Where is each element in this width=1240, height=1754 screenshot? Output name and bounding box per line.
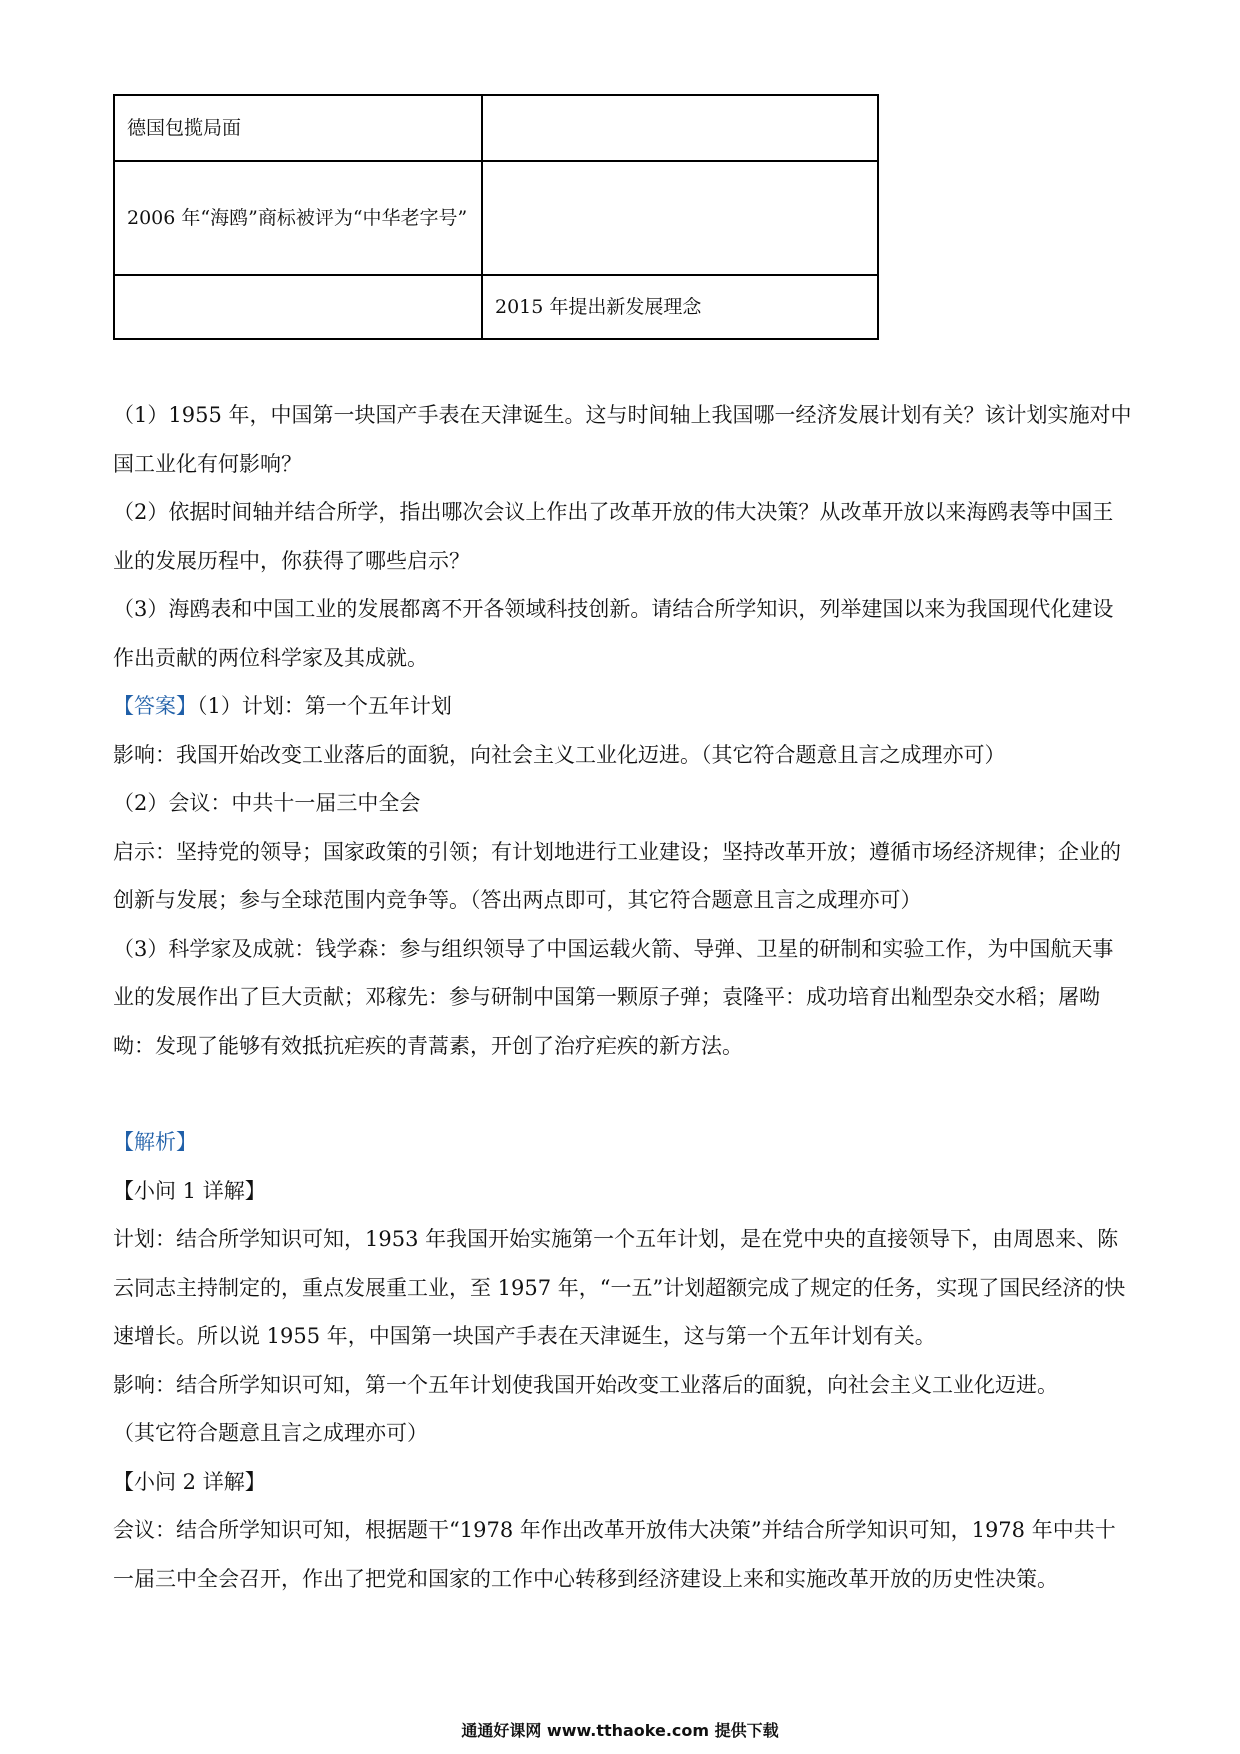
spacer (113, 1070, 1133, 1118)
table-row (114, 161, 878, 275)
analysis-1-note: （其它符合题意且言之成理亦可） (113, 1421, 428, 1445)
table-cell (114, 275, 482, 339)
analysis-2-meeting: 会议：结合所学知识可知，根据题干“1978 年作出改革开放伟大决策”并结合所学知识可知，1978 年中共十一届三中全会召开，作出了把党和国家的工作中心转移到经济建设上来和实施改革开放的历史性决策。 (113, 1518, 1116, 1591)
question-2: （2）依据时间轴并结合所学，指出哪次会议上作出了改革开放的伟大决策？从改革开放以来海鸥表等中国王业的发展历程中，你获得了哪些启示？ (113, 500, 1114, 573)
table-cell (482, 95, 878, 161)
analysis-1-plan: 计划：结合所学知识可知，1953 年我国开始实施第一个五年计划，是在党中央的直接领导下，由周恩来、陈云同志主持制定的，重点发展重工业，至 1957 年，“一五”计划超额完成了规定的任务，实现了国民经济的快速增长。所以说 1955 年，中国第一块国产手表在天津诞生，这与第一个五年计划有关。 (113, 1227, 1126, 1348)
table-row (114, 275, 878, 339)
question-content (113, 391, 1133, 1603)
question-3: （3）海鸥表和中国工业的发展都离不开各领域科技创新。请结合所学知识，列举建国以来为我国现代化建设作出贡献的两位科学家及其成就。 (113, 597, 1114, 670)
answer-3: （3）科学家及成就：钱学森：参与组织领导了中国运载火箭、导弹、卫星的研制和实验工作，为中国航天事业的发展作出了巨大贡献；邓稼先：参与研制中国第一颗原子弹；袁隆平：成功培育出籼型杂交水稻；屠呦呦：发现了能够有效抵抗疟疾的青蒿素，开创了治疗疟疾的新方法。 (113, 936, 1114, 1058)
answer-2-insight: 启示：坚持党的领导；国家政策的引领；有计划地进行工业建设；坚持改革开放；遵循市场经济规律；企业的创新与发展；参与全球范围内竞争等。（答出两点即可，其它符合题意且言之成理亦可） (113, 839, 1121, 912)
subquestion-1-title: 【小问 1 详解】 (113, 1178, 266, 1203)
table-cell (482, 161, 878, 275)
timeline-table (113, 94, 879, 340)
page-footer: 通通好课网 www.tthaoke.com 提供下载 (461, 1721, 779, 1740)
answer-1-impact: 影响：我国开始改变工业落后的面貌，向社会主义工业化迈进。（其它符合题意且言之成理亦可） (113, 742, 1006, 767)
subquestion-2-title: 【小问 2 详解】 (113, 1469, 266, 1494)
analysis-label: 【解析】 (113, 1130, 197, 1154)
answer-1-text: （1）计划：第一个五年计划 (197, 694, 452, 718)
answer-label: 【答案】 (113, 694, 197, 718)
table-cell: 2006 年“海鸥”商标被评为“中华老字号” (114, 161, 482, 275)
analysis-1-impact: 影响：结合所学知识可知，第一个五年计划使我国开始改变工业落后的面貌，向社会主义工业化迈进。 (113, 1372, 1058, 1397)
question-1: （1）1955 年，中国第一块国产手表在天津诞生。这与时间轴上我国哪一经济发展计划有关？该计划实施对中国工业化有何影响？ (113, 403, 1132, 476)
answer-1 (113, 682, 1133, 731)
table-cell: 2015 年提出新发展理念 (482, 275, 878, 339)
table-cell: 德国包揽局面 (114, 95, 482, 161)
table-row (114, 95, 878, 161)
answer-2: （2）会议：中共十一届三中全会 (113, 791, 421, 815)
